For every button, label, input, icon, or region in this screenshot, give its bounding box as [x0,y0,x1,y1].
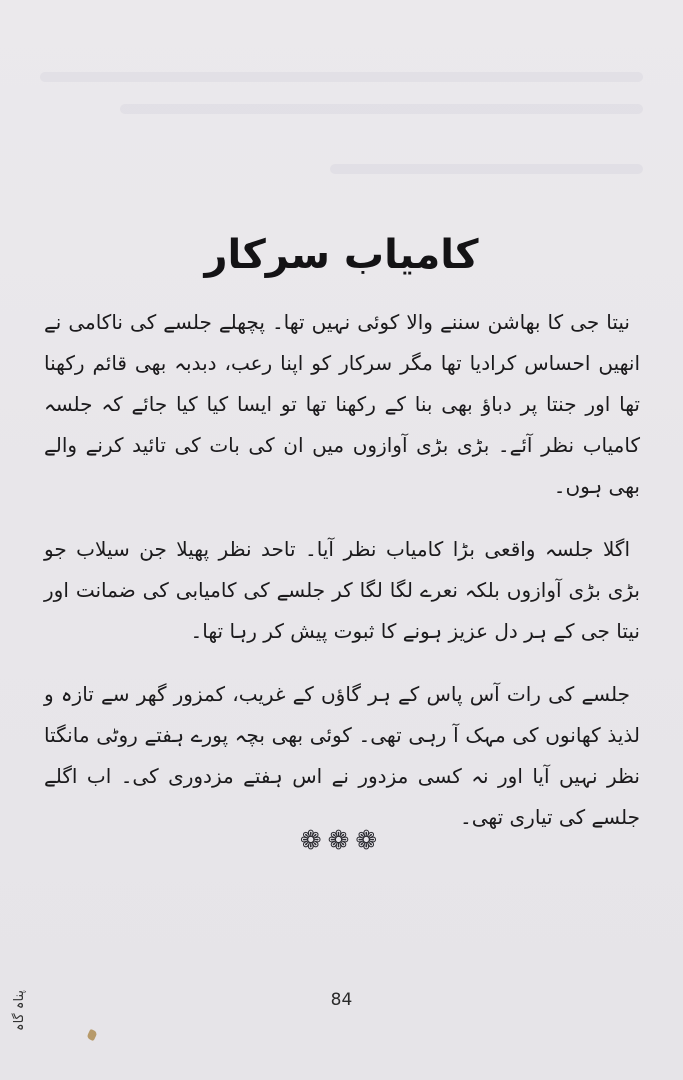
book-running-title: پناہ گاہ [12,990,27,1032]
bleed-through-line [330,164,643,174]
chapter-title: کامیاب سرکار [204,232,479,278]
section-end-ornament: ❁❁❁ [299,826,384,856]
paragraph-2: اگلا جلسہ واقعی بڑا کامیاب نظر آیا۔ تاحد نظر پھیلا جن سیلاب جو بڑی بڑی آوازوں بلکہ نعرے لگا لگا کر جلسے کی کامیابی کی ضمانت اور نیتا جی کے ہر دل عزیز ہونے کا ثبوت پیش کر رہا تھا۔ [44,537,640,643]
page-number: 84 [330,990,353,1010]
paragraph-3: جلسے کی رات آس پاس کے ہر گاؤں کے غریب، کمزور گھر سے تازہ و لذیذ کھانوں کی مہک آ رہی تھی۔ کوئی بھی بچہ پورے ہفتے روٹی مانگتا نظر نہیں آیا اور نہ کسی مزدور نے اس ہفتے مزدوری کی۔ اب اگلے جلسے کی تیاری تھی۔ [44,682,640,829]
paragraph-1: نیتا جی کا بھاشن سننے والا کوئی نہیں تھا۔ پچھلے جلسے کی ناکامی نے انھیں احساس کرادیا تھا مگر سرکار کو اپنا رعب، دبدبہ بھی قائم رکھنا تھا اور جنتا پر دباؤ بھی بنا کے رکھنا تھا تو ایسا کیا کیا جائے کہ جلسہ کامیاب نظر آئے۔ بڑی بڑی آوازوں میں ان کی بات کی تائید کرنے والے بھی ہوں۔ [44,310,640,498]
ink-mark [86,1029,97,1041]
bleed-through-line [120,104,643,114]
story-body [44,302,640,860]
bleed-through-line [40,72,643,82]
